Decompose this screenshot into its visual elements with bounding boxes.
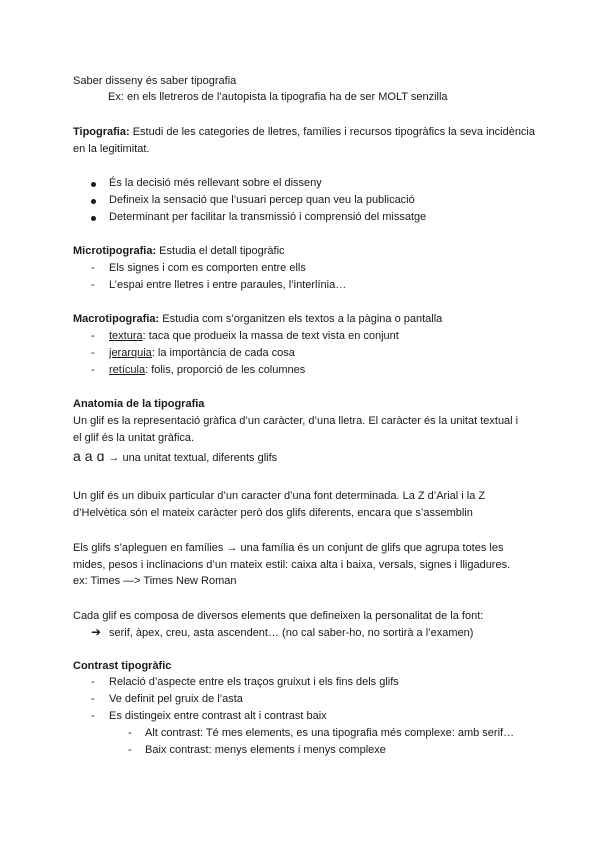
arrow-bullet-icon: ➔: [91, 625, 102, 639]
list-item: L’espai entre lletres i entre paraules, l’interlínia…: [109, 279, 347, 291]
families-1: Els glifs s’apleguen en famílies → una família és un conjunt de glifs que agrupa totes les: [73, 542, 504, 554]
bullet-icon: [91, 216, 96, 221]
bullet-icon: [91, 199, 96, 204]
tipografia-term: Tipografia:: [73, 126, 130, 138]
micro-term: Microtipografia:: [73, 245, 157, 257]
dash-icon: -: [128, 727, 132, 739]
macro-term-jerarquia: jerarquia: [109, 347, 152, 359]
dash-icon: -: [128, 744, 132, 756]
glyph-example: [73, 448, 277, 466]
list-item: Relació d’aspecte entre els traços gruixut i els fins dels glifs: [109, 676, 399, 688]
sub-list-item: Alt contrast: Té mes elements, es una tipografia més complexe: amb serif…: [145, 727, 515, 739]
section-title-anatomia: Anatomia de la tipografia: [73, 398, 205, 410]
dash-icon: -: [91, 262, 95, 274]
tipografia-definition: [73, 124, 535, 140]
list-item: [109, 362, 305, 378]
glif-dibuix-1: Un glif és un dibuix particular d’un caracter d’una font determinada. La Z d’Arial i la Z: [73, 490, 486, 502]
macro-desc: : la importància de cada cosa: [151, 347, 295, 359]
dash-icon: -: [91, 693, 95, 705]
elements-line: Cada glif es composa de diversos elements que defineixen la personalitat de la font:: [73, 610, 484, 622]
dash-icon: -: [91, 710, 95, 722]
sub-list-item: Baix contrast: menys elements i menys complexe: [145, 744, 386, 756]
tipografia-def-2: en la legitimitat.: [73, 143, 150, 155]
families-3: ex: Times —> Times New Roman: [73, 575, 237, 587]
macro-def: Estudia com s’organitzen els textos a la pàgina o pantalla: [159, 313, 443, 325]
list-item: serif, àpex, creu, asta ascendent… (no cal saber-ho, no sortirà a l’examen): [109, 627, 474, 639]
dash-icon: -: [91, 279, 95, 291]
glyph-a-1: a: [73, 448, 81, 464]
tipografia-def-1: Estudi de les categories de lletres, famílies i recursos tipogràfics la seva incidència: [129, 126, 535, 138]
list-item: Defineix la sensació que l’usuari percep quan veu la publicació: [109, 194, 415, 206]
arrow-icon: →: [108, 452, 120, 464]
macro-definition: [73, 311, 442, 327]
list-item: [109, 328, 399, 344]
anatomia-p1: Un glif es la representació gràfica d’un caràcter, d’una lletra. El caràcter és la unitat textual i: [73, 415, 519, 427]
glyph-text: una unitat textual, diferents glifs: [119, 452, 278, 464]
dash-icon: -: [91, 364, 95, 376]
intro-line: Saber disseny és saber tipografia: [73, 75, 237, 87]
macro-term-reticula: retícula: [109, 364, 146, 376]
section-title-contrast: Contrast tipogràfic: [73, 660, 172, 672]
glyph-a-3: ɑ: [96, 448, 105, 464]
glif-dibuix-2: d’Helvètica són el mateix caràcter però dos glifs diferents, encara que s’assemblin: [73, 507, 473, 519]
list-item: Es distingeix entre contrast alt i contrast baix: [109, 710, 327, 722]
list-item: Els signes i com es comporten entre ells: [109, 262, 306, 274]
dash-icon: -: [91, 347, 95, 359]
dash-icon: -: [91, 676, 95, 688]
families-2: mides, pesos i inclinacions d’un mateix estil: caixa alta i baixa, versals, signes i lligadures.: [73, 559, 511, 571]
macro-term-textura: textura: [109, 330, 143, 342]
list-item: Determinant per facilitar la transmissió i comprensió del missatge: [109, 211, 427, 223]
bullet-icon: [91, 182, 96, 187]
glyph-a-2: a: [84, 448, 93, 464]
macro-desc: : folis, proporció de les columnes: [145, 364, 306, 376]
macro-desc: : taca que produeix la massa de text vista en conjunt: [142, 330, 399, 342]
macro-term: Macrotipografia:: [73, 313, 160, 325]
anatomia-p2: el glif és la unitat gràfica.: [73, 432, 195, 444]
list-item: Ve definit pel gruix de l’asta: [109, 693, 243, 705]
micro-def: Estudia el detall tipogràfic: [156, 245, 285, 257]
dash-icon: -: [91, 330, 95, 342]
list-item: És la decisió més rellevant sobre el disseny: [109, 177, 322, 189]
intro-example: Ex: en els lletreros de l’autopista la tipografia ha de ser MOLT senzilla: [108, 91, 448, 103]
micro-definition: [73, 243, 285, 259]
list-item: [109, 345, 295, 361]
